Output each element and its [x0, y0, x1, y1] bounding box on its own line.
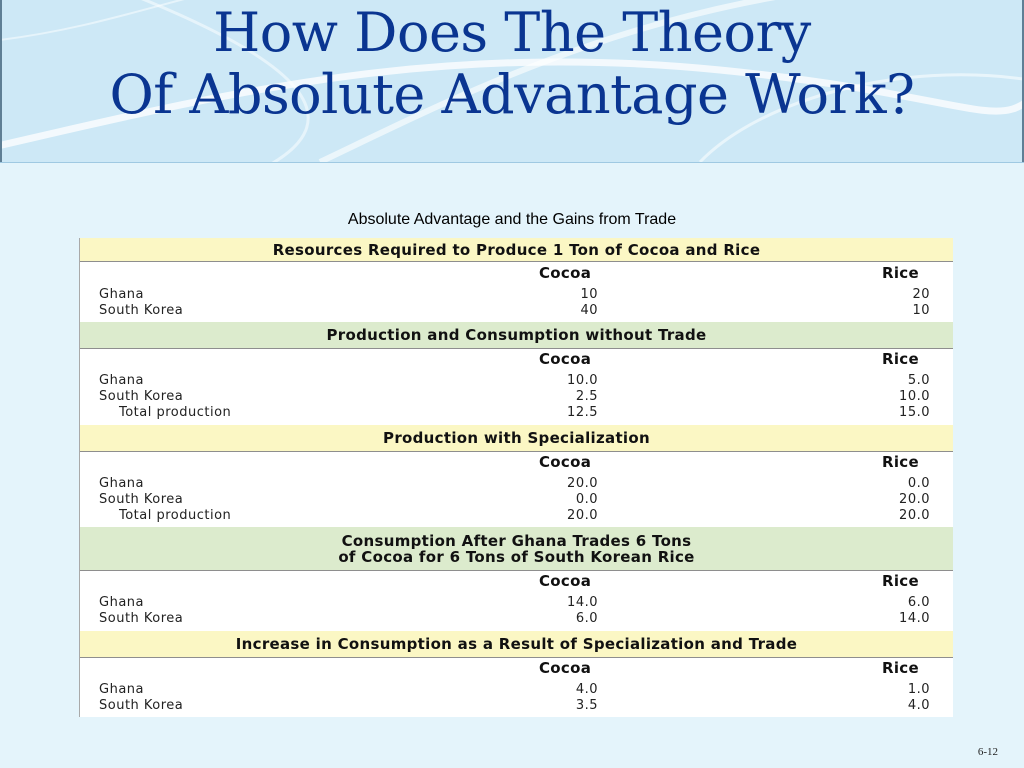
row-label: South Korea: [99, 492, 184, 507]
cocoa-value: 20.0: [567, 476, 598, 491]
row-label: Ghana: [99, 476, 144, 491]
divider: [80, 261, 953, 262]
section-title-line-2: of Cocoa for 6 Tons of South Korean Rice: [338, 547, 695, 566]
rice-value: 15.0: [899, 405, 930, 420]
divider: [80, 570, 953, 571]
cocoa-value: 2.5: [575, 389, 598, 404]
title-line-1: How Does The Theory: [213, 1, 811, 64]
rice-value: 4.0: [907, 698, 930, 713]
divider: [80, 348, 953, 349]
section-header: [80, 322, 953, 348]
slide-header: [0, 0, 1024, 163]
row-label: South Korea: [99, 303, 184, 318]
section-header: [80, 238, 953, 261]
absolute-advantage-table: [79, 238, 953, 717]
row-label: Total production: [119, 508, 232, 523]
row-label: Ghana: [99, 682, 144, 697]
rice-value: 10: [912, 303, 930, 318]
row-label: South Korea: [99, 389, 184, 404]
section-title: Production with Specialization: [383, 429, 650, 447]
rice-value: 14.0: [899, 611, 930, 626]
rice-value: 20.0: [899, 508, 930, 523]
column-header-rice: Rice: [882, 264, 919, 282]
rice-value: 10.0: [899, 389, 930, 404]
table-caption: Absolute Advantage and the Gains from Trade: [347, 211, 677, 228]
divider: [80, 657, 953, 658]
slide-number: 6-12: [977, 746, 998, 758]
column-header-cocoa: Cocoa: [539, 572, 592, 590]
rice-value: 20: [912, 287, 930, 302]
rice-value: 20.0: [899, 492, 930, 507]
cocoa-value: 14.0: [567, 595, 598, 610]
title-line-2: Of Absolute Advantage Work?: [109, 63, 915, 126]
row-label: Ghana: [99, 373, 144, 388]
cocoa-value: 0.0: [575, 492, 598, 507]
row-label: South Korea: [99, 698, 184, 713]
column-header-cocoa: Cocoa: [539, 659, 592, 677]
cocoa-value: 10.0: [567, 373, 598, 388]
section-header: [80, 631, 953, 657]
column-header-rice: Rice: [882, 659, 919, 677]
section-title: Increase in Consumption as a Result of Specialization and Trade: [235, 635, 798, 653]
column-header-rice: Rice: [882, 572, 919, 590]
rice-value: 5.0: [907, 373, 930, 388]
section-title: Resources Required to Produce 1 Ton of Cocoa and Rice: [272, 240, 761, 259]
cocoa-value: 6.0: [575, 611, 598, 626]
row-label: Total production: [119, 405, 232, 420]
column-header-cocoa: Cocoa: [539, 350, 592, 368]
row-label: Ghana: [99, 595, 144, 610]
rice-value: 0.0: [907, 476, 930, 491]
cocoa-value: 12.5: [567, 405, 598, 420]
slide-title: [0, 2, 1024, 126]
cocoa-value: 20.0: [567, 508, 598, 523]
rice-value: 6.0: [907, 595, 930, 610]
section-title-line-1: Consumption After Ghana Trades 6 Tons: [341, 531, 692, 550]
column-header-rice: Rice: [882, 453, 919, 471]
section-header: [80, 425, 953, 451]
section-title: Production and Consumption without Trade: [326, 326, 707, 344]
row-label: Ghana: [99, 287, 144, 302]
column-header-cocoa: Cocoa: [539, 453, 592, 471]
cocoa-value: 40: [580, 303, 598, 318]
section-header: [80, 527, 953, 570]
cocoa-value: 3.5: [575, 698, 598, 713]
cocoa-value: 10: [580, 287, 598, 302]
column-header-rice: Rice: [882, 350, 919, 368]
cocoa-value: 4.0: [575, 682, 598, 697]
divider: [80, 451, 953, 452]
column-header-cocoa: Cocoa: [539, 264, 592, 282]
rice-value: 1.0: [907, 682, 930, 697]
row-label: South Korea: [99, 611, 184, 626]
